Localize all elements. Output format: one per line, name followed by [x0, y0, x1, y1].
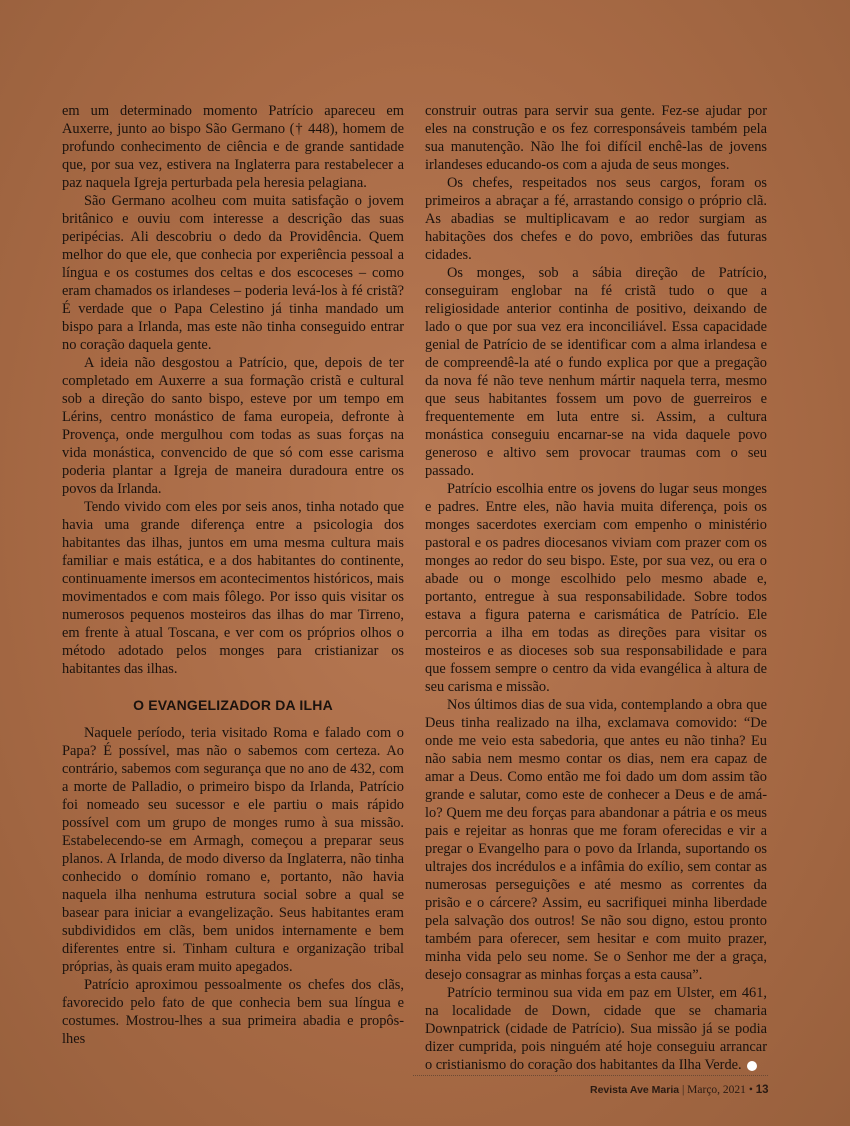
page-footer — [590, 1084, 769, 1096]
paragraph: Naquele período, teria visitado Roma e falado com o Papa? É possível, mas não o sabemos com certeza. Ao contrário, sabemos com segurança que no ano de 432, com a morte de Palladio, o primeiro bispo da Irlanda, Patrício foi nomeado seu sucessor e ele partiu o mais rápido possível com um grupo de monges rumo à sua missão. Estabelecendo-se em Armagh, começou a preparar seus planos. A Irlanda, de modo diverso da Inglaterra, não tinha conhecido o domínio romano e, portanto, não havia naquela ilha nenhuma estrutura social sobre a qual se basear para iniciar a evangelização. Seus habitantes eram subdivididos em clãs, bem unidos internamente e bem diferentes entre si. Tinham cultura e organização tribal próprias, às quais eram muito apegados. — [62, 725, 404, 975]
left-text-column — [62, 102, 404, 1048]
paragraph: Os monges, sob a sábia direção de Patrício, conseguiram englobar na fé cristã tudo o que a religiosidade anterior continha de positivo, deixando de lado o que por sua vez era inconciliável. Essa capacidade genial de Patrício de se identificar com a alma irlandesa e de compreendê-la até o fundo explica por que a pregação da nova fé não teve nenhum mártir naquela terra, mesmo que seus habitantes fossem um povo de guerreiros e frequentemente em luta entre si. Assim, a cultura monástica conseguiu encarnar-se na vida daquele povo generoso e altivo sem provocar traumas com o seu passado. — [425, 265, 767, 479]
paragraph: construir outras para servir sua gente. Fez-se ajudar por eles na construção e os fez corresponsáveis também pela sua manutenção. Não lhe foi difícil enchê-las de jovens irlandeses educando-os com a ajuda de seus monges. — [425, 103, 767, 173]
issue-date: Março, 2021 — [687, 1084, 746, 1096]
page-number: 13 — [755, 1084, 769, 1096]
paragraph: São Germano acolheu com muita satisfação o jovem britânico e ouviu com interesse a descrição das suas peripécias. Ali descobriu o dedo da Providência. Quem melhor do que ele, que conhecia por experiência pessoal a língua e os costumes dos celtas e dos escoceses – como eram chamados os irlandeses – poderia levá-los à fé cristã? É verdade que o Papa Celestino já tinha mandado um bispo para a Irlanda, mas este não tinha conseguido entrar no coração daquela gente. — [62, 193, 404, 353]
paragraph: A ideia não desgostou a Patrício, que, depois de ter completado em Auxerre a sua formação cristã e cultural sob a direção do santo bispo, esteve por um tempo em Lérins, centro monástico de fama europeia, defronte à Provença, onde mergulhou com todas as suas forças na vida monástica, convencido de que só com esse carisma poderia plantar a Igreja de maneira duradoura entre os povos da Irlanda. — [62, 355, 404, 497]
paragraph-final — [425, 984, 767, 1074]
section-heading: O EVANGELIZADOR DA ILHA — [133, 697, 333, 713]
footer-separator: | — [681, 1084, 685, 1096]
paragraph-text: Patrício terminou sua vida em paz em Ulster, em 461, na localidade de Down, cidade que se chamaria Downpatrick (cidade de Patrício). Sua missão já se podia dizer cumprida, pois ninguém até hoje conseguiu arrancar o cristianismo do coração dos habitantes da Ilha Verde. — [425, 985, 767, 1073]
paragraph: em um determinado momento Patrício apareceu em Auxerre, junto ao bispo São Germano († 448), homem de profundo conhecimento de ciência e de grande santidade que, por sua vez, estivera na Inglaterra para restabelecer a paz naquela Igreja perturbada pela heresia pelagiana. — [62, 103, 404, 191]
paragraph: Patrício escolhia entre os jovens do lugar seus monges e padres. Entre eles, não havia muita diferença, pois os monges sacerdotes exerciam com empenho o ministério pastoral e os padres diocesanos viviam com prazer com os monges ao redor do seu bispo. Este, por sua vez, ou era o abade ou o monge escolhido pelo mesmo abade e, portanto, entregue à sua responsabilidade. Sobre todos estava a figura paterna e carismática de Patrício. Ele percorria a ilha em todas as direções para visitar os mosteiros e as dioceses sob sua responsabilidade e para que fossem sempre o centro da vida evangélica à altura de seu carisma e missão. — [425, 481, 767, 695]
footer-divider — [413, 1075, 768, 1076]
paragraph: Patrício aproximou pessoalmente os chefes dos clãs, favorecido pelo fato de que conhecia bem sua língua e costumes. Mostrou-lhes a sua primeira abadia e propôs-lhes — [62, 977, 404, 1047]
magazine-name: Revista Ave Maria — [590, 1084, 680, 1096]
end-mark-icon — [747, 1061, 757, 1071]
paragraph: Nos últimos dias de sua vida, contemplando a obra que Deus tinha realizado na ilha, exclamava comovido: “De onde me veio esta sabedoria, que antes eu não tinha? Eu não sabia nem mesmo contar os dias, nem era capaz de amar a Deus. Como então me foi dado um dom assim tão grande e salutar, como este de conhecer a Deus e de amá-lo? Quem me deu forças para abandonar a pátria e os meus pais e rejeitar as honras que me foram oferecidas e vir a pregar o Evangelho para o povo da Irlanda, suportando os ultrajes dos incrédulos e a infâmia do exílio, sem contar as numerosas perseguições e até mesmo as correntes da prisão e o cárcere? Assim, eu sacrifiquei minha liberdade pela salvação dos outros! Se não sou digno, estou pronto também para oferecer, sem hesitar e com muito prazer, minha vida pelo seu nome. Se o Senhor me der a graça, desejo consagrar as minhas forças a esta causa”. — [425, 697, 767, 983]
footer-bullet: • — [748, 1084, 753, 1096]
paragraph: Os chefes, respeitados nos seus cargos, foram os primeiros a abraçar a fé, arrastando consigo o próprio clã. As abadias se multiplicavam e ao redor surgiam as habitações dos chefes e do povo, embriões das futuras cidades. — [425, 175, 767, 263]
paragraph: Tendo vivido com eles por seis anos, tinha notado que havia uma grande diferença entre a psicologia dos habitantes das ilhas, juntos em uma mesma cultura mais familiar e mais estática, e a dos habitantes do continente, continuamente imersos em acontecimentos históricos, mais movimentados e com mais fôlego. Por isso quis visitar os numerosos pequenos mosteiros das ilhas do mar Tirreno, em frente à atual Toscana, e ver com os próprios olhos o método adotado pelos monges para cristianizar os habitantes das ilhas. — [62, 499, 404, 677]
right-text-column — [425, 102, 767, 1074]
